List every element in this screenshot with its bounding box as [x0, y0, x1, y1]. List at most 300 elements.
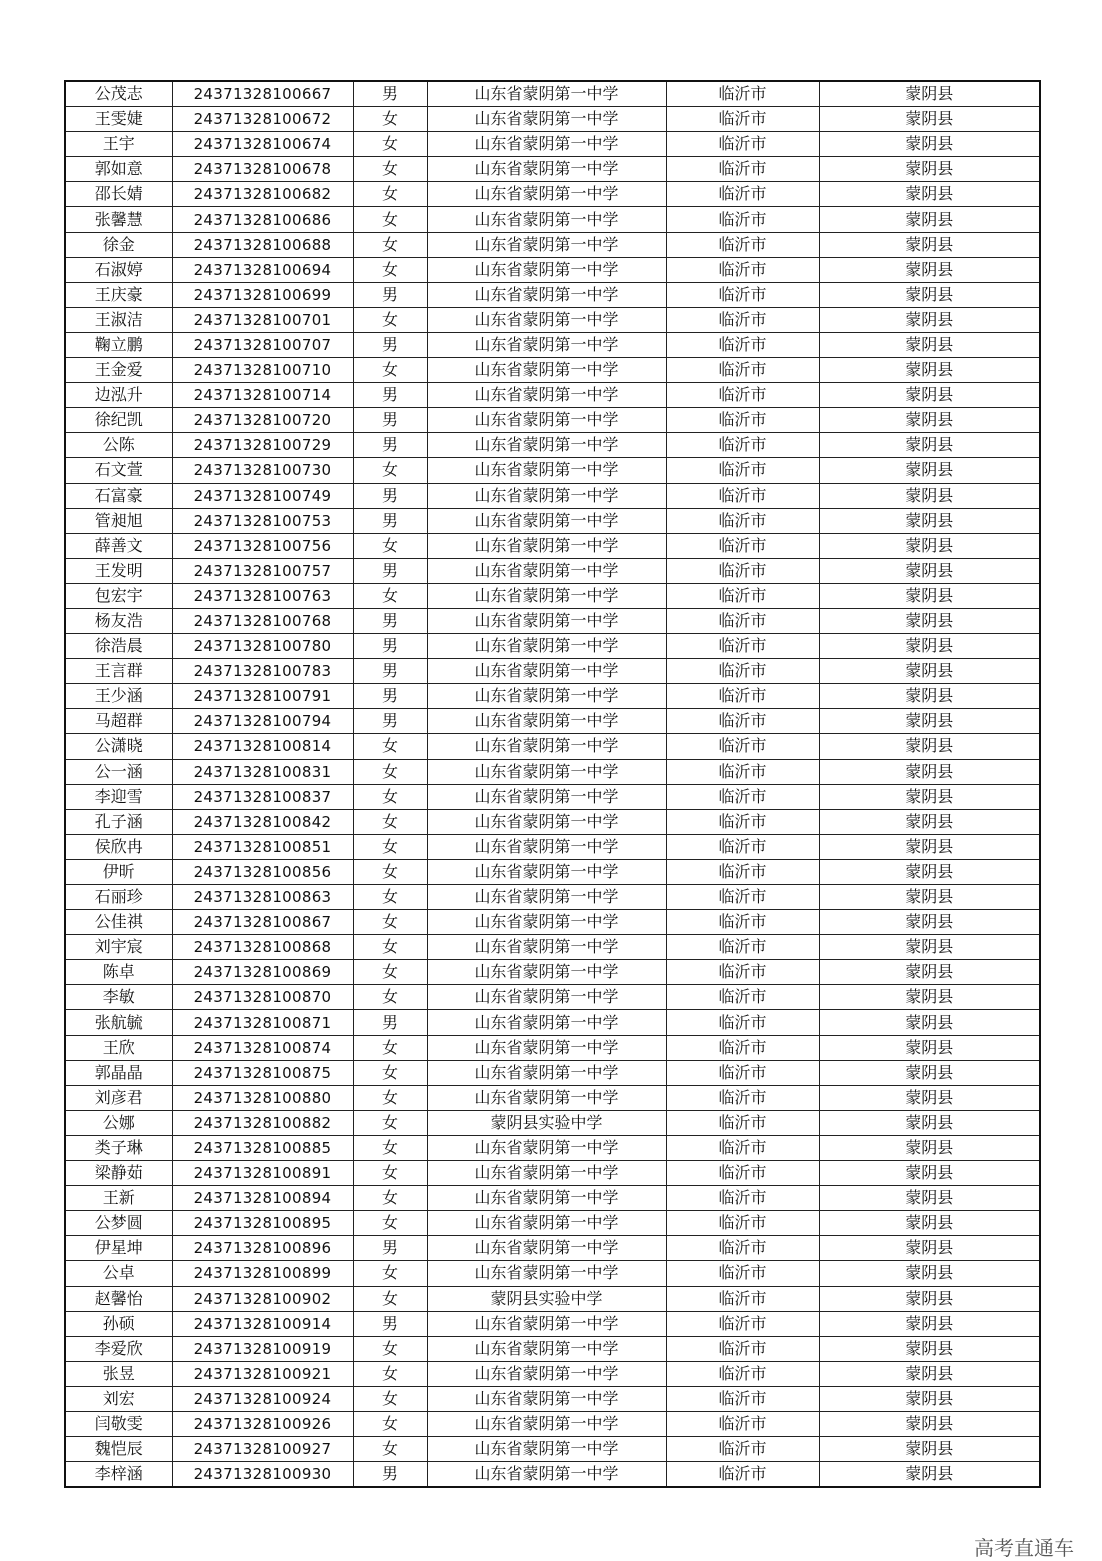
- county-cell: 蒙阴县: [819, 859, 1040, 884]
- name-cell: 边泓升: [65, 383, 172, 408]
- school-cell: 山东省蒙阴第一中学: [427, 1361, 666, 1386]
- gender-cell: 男: [353, 1010, 427, 1035]
- school-cell: 山东省蒙阴第一中学: [427, 1060, 666, 1085]
- exam-id-cell: 24371328100851: [172, 834, 353, 859]
- name-cell: 王淑洁: [65, 307, 172, 332]
- name-cell: 张昱: [65, 1361, 172, 1386]
- county-cell: 蒙阴县: [819, 1386, 1040, 1411]
- name-cell: 杨友浩: [65, 608, 172, 633]
- exam-id-cell: 24371328100730: [172, 458, 353, 483]
- table-row: [65, 307, 1040, 332]
- school-cell: 山东省蒙阴第一中学: [427, 784, 666, 809]
- school-cell: 山东省蒙阴第一中学: [427, 1261, 666, 1286]
- county-cell: 蒙阴县: [819, 307, 1040, 332]
- school-cell: 山东省蒙阴第一中学: [427, 81, 666, 107]
- table-row: [65, 81, 1040, 107]
- name-cell: 李爱欣: [65, 1336, 172, 1361]
- city-cell: 临沂市: [666, 1085, 819, 1110]
- exam-id-cell: 24371328100688: [172, 232, 353, 257]
- table-row: [65, 709, 1040, 734]
- name-cell: 徐纪凯: [65, 408, 172, 433]
- city-cell: 临沂市: [666, 458, 819, 483]
- gender-cell: 女: [353, 809, 427, 834]
- name-cell: 刘彦君: [65, 1085, 172, 1110]
- city-cell: 临沂市: [666, 759, 819, 784]
- table-row: [65, 1311, 1040, 1336]
- table-row: [65, 483, 1040, 508]
- exam-id-cell: 24371328100924: [172, 1386, 353, 1411]
- gender-cell: 男: [353, 383, 427, 408]
- table-row: [65, 1361, 1040, 1386]
- gender-cell: 女: [353, 533, 427, 558]
- name-cell: 赵馨怡: [65, 1286, 172, 1311]
- exam-id-cell: 24371328100780: [172, 634, 353, 659]
- table-row: [65, 759, 1040, 784]
- exam-id-cell: 24371328100874: [172, 1035, 353, 1060]
- table-row: [65, 1060, 1040, 1085]
- exam-id-cell: 24371328100814: [172, 734, 353, 759]
- gender-cell: 女: [353, 132, 427, 157]
- county-cell: 蒙阴县: [819, 1411, 1040, 1436]
- county-cell: 蒙阴县: [819, 282, 1040, 307]
- name-cell: 公卓: [65, 1261, 172, 1286]
- school-cell: 山东省蒙阴第一中学: [427, 1411, 666, 1436]
- city-cell: 临沂市: [666, 1236, 819, 1261]
- table-row: [65, 1186, 1040, 1211]
- exam-id-cell: 24371328100896: [172, 1236, 353, 1261]
- school-cell: 山东省蒙阴第一中学: [427, 885, 666, 910]
- exam-id-cell: 24371328100921: [172, 1361, 353, 1386]
- gender-cell: 女: [353, 1035, 427, 1060]
- city-cell: 临沂市: [666, 985, 819, 1010]
- school-cell: 山东省蒙阴第一中学: [427, 1386, 666, 1411]
- gender-cell: 女: [353, 583, 427, 608]
- city-cell: 临沂市: [666, 1035, 819, 1060]
- school-cell: 山东省蒙阴第一中学: [427, 533, 666, 558]
- exam-id-cell: 24371328100891: [172, 1161, 353, 1186]
- gender-cell: 女: [353, 1411, 427, 1436]
- gender-cell: 女: [353, 1361, 427, 1386]
- table-row: [65, 1211, 1040, 1236]
- exam-id-cell: 24371328100899: [172, 1261, 353, 1286]
- name-cell: 王少涵: [65, 684, 172, 709]
- name-cell: 公陈: [65, 433, 172, 458]
- table-row: [65, 1261, 1040, 1286]
- name-cell: 王宇: [65, 132, 172, 157]
- school-cell: 山东省蒙阴第一中学: [427, 307, 666, 332]
- table-row: [65, 684, 1040, 709]
- name-cell: 伊昕: [65, 859, 172, 884]
- table-row: [65, 533, 1040, 558]
- roster-body: [65, 81, 1040, 1487]
- school-cell: 山东省蒙阴第一中学: [427, 257, 666, 282]
- county-cell: 蒙阴县: [819, 659, 1040, 684]
- exam-id-cell: 24371328100926: [172, 1411, 353, 1436]
- county-cell: 蒙阴县: [819, 759, 1040, 784]
- city-cell: 临沂市: [666, 834, 819, 859]
- exam-id-cell: 24371328100672: [172, 107, 353, 132]
- table-row: [65, 583, 1040, 608]
- county-cell: 蒙阴县: [819, 132, 1040, 157]
- gender-cell: 男: [353, 332, 427, 357]
- name-cell: 郭如意: [65, 157, 172, 182]
- city-cell: 临沂市: [666, 1437, 819, 1462]
- city-cell: 临沂市: [666, 1261, 819, 1286]
- name-cell: 徐浩晨: [65, 634, 172, 659]
- county-cell: 蒙阴县: [819, 1110, 1040, 1135]
- name-cell: 马超群: [65, 709, 172, 734]
- name-cell: 李敏: [65, 985, 172, 1010]
- county-cell: 蒙阴县: [819, 1236, 1040, 1261]
- exam-id-cell: 24371328100729: [172, 433, 353, 458]
- gender-cell: 男: [353, 659, 427, 684]
- gender-cell: 女: [353, 157, 427, 182]
- city-cell: 临沂市: [666, 659, 819, 684]
- exam-id-cell: 24371328100856: [172, 859, 353, 884]
- name-cell: 王金爱: [65, 358, 172, 383]
- exam-id-cell: 24371328100707: [172, 332, 353, 357]
- table-row: [65, 734, 1040, 759]
- school-cell: 山东省蒙阴第一中学: [427, 282, 666, 307]
- county-cell: 蒙阴县: [819, 960, 1040, 985]
- school-cell: 山东省蒙阴第一中学: [427, 910, 666, 935]
- name-cell: 类子琳: [65, 1135, 172, 1160]
- school-cell: 山东省蒙阴第一中学: [427, 1085, 666, 1110]
- city-cell: 临沂市: [666, 608, 819, 633]
- school-cell: 蒙阴县实验中学: [427, 1286, 666, 1311]
- exam-id-cell: 24371328100768: [172, 608, 353, 633]
- gender-cell: 女: [353, 307, 427, 332]
- school-cell: 山东省蒙阴第一中学: [427, 1236, 666, 1261]
- school-cell: 山东省蒙阴第一中学: [427, 1336, 666, 1361]
- gender-cell: 女: [353, 257, 427, 282]
- table-row: [65, 834, 1040, 859]
- exam-id-cell: 24371328100842: [172, 809, 353, 834]
- gender-cell: 女: [353, 1437, 427, 1462]
- gender-cell: 女: [353, 1135, 427, 1160]
- name-cell: 徐金: [65, 232, 172, 257]
- city-cell: 临沂市: [666, 81, 819, 107]
- school-cell: 山东省蒙阴第一中学: [427, 1437, 666, 1462]
- table-row: [65, 1437, 1040, 1462]
- name-cell: 王言群: [65, 659, 172, 684]
- exam-id-cell: 24371328100831: [172, 759, 353, 784]
- exam-id-cell: 24371328100753: [172, 508, 353, 533]
- table-row: [65, 1161, 1040, 1186]
- gender-cell: 女: [353, 1186, 427, 1211]
- school-cell: 山东省蒙阴第一中学: [427, 985, 666, 1010]
- exam-id-cell: 24371328100749: [172, 483, 353, 508]
- name-cell: 刘宇宸: [65, 935, 172, 960]
- school-cell: 山东省蒙阴第一中学: [427, 458, 666, 483]
- name-cell: 王雯婕: [65, 107, 172, 132]
- table-row: [65, 1336, 1040, 1361]
- exam-id-cell: 24371328100686: [172, 207, 353, 232]
- gender-cell: 女: [353, 1211, 427, 1236]
- city-cell: 临沂市: [666, 358, 819, 383]
- gender-cell: 男: [353, 608, 427, 633]
- name-cell: 石富豪: [65, 483, 172, 508]
- name-cell: 王新: [65, 1186, 172, 1211]
- name-cell: 李梓涵: [65, 1462, 172, 1488]
- name-cell: 刘宏: [65, 1386, 172, 1411]
- county-cell: 蒙阴县: [819, 935, 1040, 960]
- name-cell: 伊星坤: [65, 1236, 172, 1261]
- name-cell: 李迎雪: [65, 784, 172, 809]
- county-cell: 蒙阴县: [819, 1211, 1040, 1236]
- gender-cell: 女: [353, 985, 427, 1010]
- county-cell: 蒙阴县: [819, 433, 1040, 458]
- city-cell: 临沂市: [666, 784, 819, 809]
- city-cell: 临沂市: [666, 408, 819, 433]
- gender-cell: 女: [353, 784, 427, 809]
- gender-cell: 女: [353, 935, 427, 960]
- exam-id-cell: 24371328100885: [172, 1135, 353, 1160]
- school-cell: 山东省蒙阴第一中学: [427, 1311, 666, 1336]
- gender-cell: 男: [353, 483, 427, 508]
- table-row: [65, 784, 1040, 809]
- name-cell: 王庆豪: [65, 282, 172, 307]
- student-roster-table: [64, 80, 1041, 1488]
- exam-id-cell: 24371328100710: [172, 358, 353, 383]
- gender-cell: 女: [353, 1286, 427, 1311]
- school-cell: 山东省蒙阴第一中学: [427, 809, 666, 834]
- school-cell: 山东省蒙阴第一中学: [427, 935, 666, 960]
- table-row: [65, 935, 1040, 960]
- name-cell: 梁静茹: [65, 1161, 172, 1186]
- school-cell: 山东省蒙阴第一中学: [427, 182, 666, 207]
- school-cell: 山东省蒙阴第一中学: [427, 1010, 666, 1035]
- county-cell: 蒙阴县: [819, 634, 1040, 659]
- school-cell: 山东省蒙阴第一中学: [427, 583, 666, 608]
- table-row: [65, 207, 1040, 232]
- school-cell: 山东省蒙阴第一中学: [427, 1211, 666, 1236]
- gender-cell: 女: [353, 1336, 427, 1361]
- name-cell: 张馨慧: [65, 207, 172, 232]
- city-cell: 临沂市: [666, 1386, 819, 1411]
- exam-id-cell: 24371328100871: [172, 1010, 353, 1035]
- exam-id-cell: 24371328100895: [172, 1211, 353, 1236]
- school-cell: 山东省蒙阴第一中学: [427, 1135, 666, 1160]
- city-cell: 临沂市: [666, 282, 819, 307]
- name-cell: 王发明: [65, 558, 172, 583]
- table-row: [65, 358, 1040, 383]
- exam-id-cell: 24371328100894: [172, 1186, 353, 1211]
- county-cell: 蒙阴县: [819, 157, 1040, 182]
- table-row: [65, 508, 1040, 533]
- city-cell: 临沂市: [666, 232, 819, 257]
- exam-id-cell: 24371328100919: [172, 1336, 353, 1361]
- exam-id-cell: 24371328100757: [172, 558, 353, 583]
- city-cell: 临沂市: [666, 257, 819, 282]
- city-cell: 临沂市: [666, 1286, 819, 1311]
- city-cell: 临沂市: [666, 1211, 819, 1236]
- table-row: [65, 157, 1040, 182]
- table-row: [65, 1386, 1040, 1411]
- school-cell: 山东省蒙阴第一中学: [427, 659, 666, 684]
- table-row: [65, 458, 1040, 483]
- school-cell: 山东省蒙阴第一中学: [427, 684, 666, 709]
- exam-id-cell: 24371328100914: [172, 1311, 353, 1336]
- exam-id-cell: 24371328100869: [172, 960, 353, 985]
- county-cell: 蒙阴县: [819, 358, 1040, 383]
- school-cell: 山东省蒙阴第一中学: [427, 107, 666, 132]
- school-cell: 山东省蒙阴第一中学: [427, 834, 666, 859]
- city-cell: 临沂市: [666, 1336, 819, 1361]
- table-row: [65, 433, 1040, 458]
- name-cell: 张航毓: [65, 1010, 172, 1035]
- county-cell: 蒙阴县: [819, 1437, 1040, 1462]
- name-cell: 管昶旭: [65, 508, 172, 533]
- school-cell: 山东省蒙阴第一中学: [427, 1186, 666, 1211]
- county-cell: 蒙阴县: [819, 408, 1040, 433]
- gender-cell: 女: [353, 960, 427, 985]
- table-row: [65, 1035, 1040, 1060]
- school-cell: 山东省蒙阴第一中学: [427, 859, 666, 884]
- city-cell: 临沂市: [666, 859, 819, 884]
- school-cell: 山东省蒙阴第一中学: [427, 433, 666, 458]
- county-cell: 蒙阴县: [819, 1286, 1040, 1311]
- county-cell: 蒙阴县: [819, 81, 1040, 107]
- city-cell: 临沂市: [666, 533, 819, 558]
- county-cell: 蒙阴县: [819, 533, 1040, 558]
- table-row: [65, 1010, 1040, 1035]
- table-row: [65, 1135, 1040, 1160]
- county-cell: 蒙阴县: [819, 1161, 1040, 1186]
- table-row: [65, 885, 1040, 910]
- county-cell: 蒙阴县: [819, 809, 1040, 834]
- city-cell: 临沂市: [666, 910, 819, 935]
- gender-cell: 男: [353, 684, 427, 709]
- county-cell: 蒙阴县: [819, 1311, 1040, 1336]
- school-cell: 山东省蒙阴第一中学: [427, 132, 666, 157]
- exam-id-cell: 24371328100763: [172, 583, 353, 608]
- city-cell: 临沂市: [666, 182, 819, 207]
- exam-id-cell: 24371328100714: [172, 383, 353, 408]
- county-cell: 蒙阴县: [819, 207, 1040, 232]
- table-row: [65, 1110, 1040, 1135]
- exam-id-cell: 24371328100867: [172, 910, 353, 935]
- exam-id-cell: 24371328100880: [172, 1085, 353, 1110]
- county-cell: 蒙阴县: [819, 483, 1040, 508]
- exam-id-cell: 24371328100699: [172, 282, 353, 307]
- school-cell: 山东省蒙阴第一中学: [427, 157, 666, 182]
- gender-cell: 男: [353, 282, 427, 307]
- school-cell: 山东省蒙阴第一中学: [427, 608, 666, 633]
- school-cell: 山东省蒙阴第一中学: [427, 508, 666, 533]
- gender-cell: 女: [353, 910, 427, 935]
- name-cell: 包宏宇: [65, 583, 172, 608]
- school-cell: 山东省蒙阴第一中学: [427, 734, 666, 759]
- table-row: [65, 332, 1040, 357]
- table-row: [65, 282, 1040, 307]
- gender-cell: 男: [353, 408, 427, 433]
- county-cell: 蒙阴县: [819, 834, 1040, 859]
- table-row: [65, 985, 1040, 1010]
- exam-id-cell: 24371328100783: [172, 659, 353, 684]
- table-row: [65, 1411, 1040, 1436]
- gender-cell: 男: [353, 81, 427, 107]
- school-cell: 山东省蒙阴第一中学: [427, 483, 666, 508]
- school-cell: 蒙阴县实验中学: [427, 1110, 666, 1135]
- exam-id-cell: 24371328100791: [172, 684, 353, 709]
- county-cell: 蒙阴县: [819, 558, 1040, 583]
- city-cell: 临沂市: [666, 583, 819, 608]
- city-cell: 临沂市: [666, 307, 819, 332]
- table-row: [65, 107, 1040, 132]
- school-cell: 山东省蒙阴第一中学: [427, 383, 666, 408]
- name-cell: 陈卓: [65, 960, 172, 985]
- county-cell: 蒙阴县: [819, 232, 1040, 257]
- gender-cell: 男: [353, 709, 427, 734]
- name-cell: 公梦圆: [65, 1211, 172, 1236]
- city-cell: 临沂市: [666, 558, 819, 583]
- gender-cell: 女: [353, 182, 427, 207]
- exam-id-cell: 24371328100863: [172, 885, 353, 910]
- name-cell: 王欣: [65, 1035, 172, 1060]
- exam-id-cell: 24371328100930: [172, 1462, 353, 1488]
- school-cell: 山东省蒙阴第一中学: [427, 709, 666, 734]
- gender-cell: 男: [353, 433, 427, 458]
- gender-cell: 女: [353, 1161, 427, 1186]
- school-cell: 山东省蒙阴第一中学: [427, 759, 666, 784]
- table-row: [65, 408, 1040, 433]
- school-cell: 山东省蒙阴第一中学: [427, 408, 666, 433]
- county-cell: 蒙阴县: [819, 1361, 1040, 1386]
- name-cell: 石淑婷: [65, 257, 172, 282]
- county-cell: 蒙阴县: [819, 885, 1040, 910]
- school-cell: 山东省蒙阴第一中学: [427, 358, 666, 383]
- county-cell: 蒙阴县: [819, 107, 1040, 132]
- school-cell: 山东省蒙阴第一中学: [427, 960, 666, 985]
- gender-cell: 女: [353, 1386, 427, 1411]
- table-row: [65, 132, 1040, 157]
- table-row: [65, 383, 1040, 408]
- city-cell: 临沂市: [666, 1060, 819, 1085]
- table-row: [65, 608, 1040, 633]
- city-cell: 临沂市: [666, 483, 819, 508]
- gender-cell: 男: [353, 1311, 427, 1336]
- exam-id-cell: 24371328100694: [172, 257, 353, 282]
- county-cell: 蒙阴县: [819, 910, 1040, 935]
- exam-id-cell: 24371328100875: [172, 1060, 353, 1085]
- county-cell: 蒙阴县: [819, 458, 1040, 483]
- county-cell: 蒙阴县: [819, 784, 1040, 809]
- gender-cell: 男: [353, 558, 427, 583]
- gender-cell: 女: [353, 1085, 427, 1110]
- table-row: [65, 910, 1040, 935]
- name-cell: 公潇晓: [65, 734, 172, 759]
- school-cell: 山东省蒙阴第一中学: [427, 1462, 666, 1488]
- name-cell: 邵长婧: [65, 182, 172, 207]
- city-cell: 临沂市: [666, 1010, 819, 1035]
- name-cell: 魏恺辰: [65, 1437, 172, 1462]
- city-cell: 临沂市: [666, 1110, 819, 1135]
- city-cell: 临沂市: [666, 1135, 819, 1160]
- county-cell: 蒙阴县: [819, 257, 1040, 282]
- table-row: [65, 1286, 1040, 1311]
- name-cell: 公佳祺: [65, 910, 172, 935]
- exam-id-cell: 24371328100756: [172, 533, 353, 558]
- county-cell: 蒙阴县: [819, 1462, 1040, 1488]
- county-cell: 蒙阴县: [819, 1261, 1040, 1286]
- county-cell: 蒙阴县: [819, 985, 1040, 1010]
- school-cell: 山东省蒙阴第一中学: [427, 232, 666, 257]
- name-cell: 鞠立鹏: [65, 332, 172, 357]
- name-cell: 闫敬雯: [65, 1411, 172, 1436]
- city-cell: 临沂市: [666, 634, 819, 659]
- name-cell: 公一涵: [65, 759, 172, 784]
